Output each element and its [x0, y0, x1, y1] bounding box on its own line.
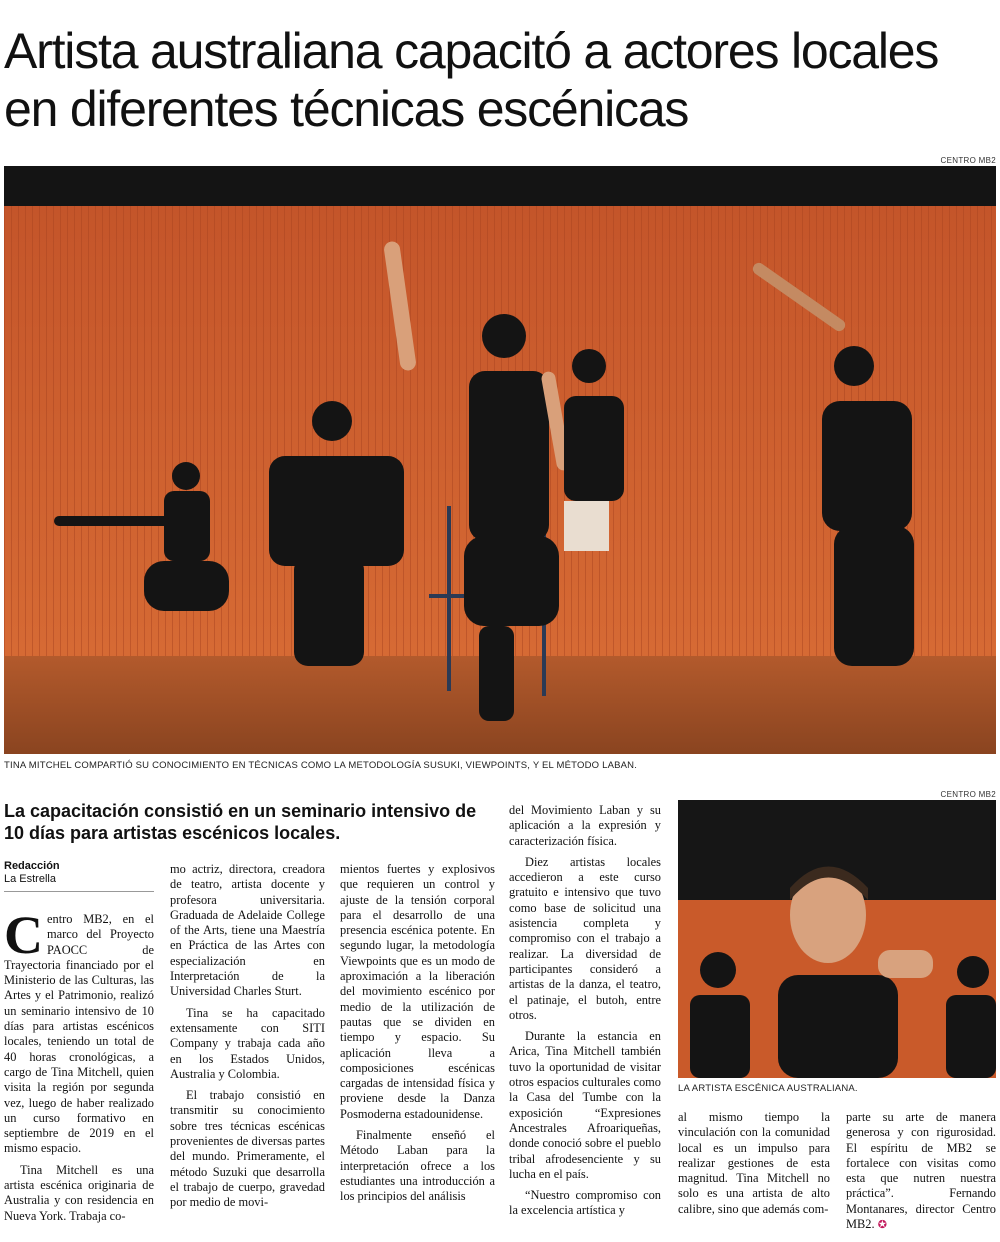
paragraph: al mismo tiempo la vinculación con la comunidad local es un impulso para realizar gestiones de esta magnitud. Tina Mitchell no solo es una artista de alto calibre, sino que además com- [678, 1110, 830, 1216]
dropcap: C [4, 905, 43, 965]
main-photo-caption: TINA MITCHEL COMPARTIÓ SU CONOCIMIENTO EN TÉCNICAS COMO LA METODOLOGÍA SUSUKI, VIEWPOINTS, Y EL MÉTODO LABAN. [4, 760, 638, 771]
paragraph: Durante la estancia en Arica, Tina Mitchell también tuvo la oportunidad de visitar otros espacios culturales como la Casa del Tumbe con la exposición “Expresiones Ancestrales Afroariqueñas, donde conoció sobre el pueblo tribal afrodesenciente y su lucha en el país. [509, 1029, 661, 1181]
paragraph: mientos fuertes y explosivos que requieren un control y ajuste de la tensión corporal para el desarrollo de una presencia escénica potente. En segundo lugar, la metodología Viewpoints que es un modo de aproximación a la liberación del movimiento escénico por medio de la utilización de pautas que se dividen en tiempo y espacio. Su aplicación lleva a composiciones escénicas cargadas de intensidad física y proviene desde la Danza Posmoderna estadounidense. [340, 862, 495, 1121]
paragraph-text: parte su arte de manera generosa y con rigurosidad. El espíritu de MB2 se fortalece con visitas como esta que nutren nuestra práctica”. Fernando Montanares, director Centro MB2. [846, 1110, 996, 1232]
side-photo [678, 800, 996, 1078]
byline-author: Redacción [4, 860, 60, 872]
paragraph [846, 1110, 996, 1233]
paragraph: Finalmente enseñó el Método Laban para la interpretación ofrece a los estudiantes una introducción a los principios del análisis [340, 1128, 495, 1204]
paragraph-text: entro MB2, en el marco del Proyecto PAOCC de Trayectoria financiado por el Ministerio de las Culturas, las Artes y el Patrimonio, realizó un seminario intensivo de 10 días para artistas escénicos locales, teniendo un total de 40 horas cronológicas, a cargo de Tina Mitchell, quien visita la región por segunda vez, luego de haber realizado un curso formativo en septiembre de 2019 en el mismo espacio. [4, 912, 154, 1156]
paragraph: El trabajo consistió en transmitir su conocimiento sobre tres técnicas escénicas provenientes de diversas partes del mundo. Primeramente, el método Suzuki que desarrolla el trabajo de cuerpo, gravedad por medio de movi- [170, 1088, 325, 1210]
article-column-3 [340, 862, 495, 1211]
side-photo-caption: LA ARTISTA ESCÉNICA AUSTRALIANA. [678, 1083, 858, 1094]
article-column-1 [4, 905, 154, 1230]
paragraph: Tina se ha capacitado extensamente con SITI Company y trabaja cada año en los Estados Unidos, Australia y Colombia. [170, 1005, 325, 1081]
side-photo-credit: CENTRO MB2 [940, 790, 996, 799]
article-column-4 [509, 803, 661, 1225]
article-deck: La capacitación consistió en un seminario intensivo de 10 días para artistas escénicos locales. [4, 801, 477, 843]
paragraph: del Movimiento Laban y su aplicación a la expresión y caracterización física. [509, 803, 661, 848]
paragraph: “Nuestro compromiso con la excelencia artística y [509, 1188, 661, 1218]
main-photo [4, 166, 996, 754]
paragraph: Tina Mitchell es una artista escénica originaria de Australia y con residencia en Nueva York. Trabaja co- [4, 1162, 154, 1223]
headline: Artista australiana capacitó a actores locales en diferentes técnicas escénicas [4, 23, 939, 137]
article-column-2 [170, 862, 325, 1217]
paragraph: mo actriz, directora, creadora de teatro, artista docente y profesora universitaria. Graduada de Adelaide College of the Arts, tiene una Maestría en Práctica de las Artes con especialización en Interpretación de la Universidad Charles Sturt. [170, 862, 325, 999]
byline [4, 860, 154, 892]
paragraph [4, 905, 154, 1157]
byline-outlet: La Estrella [4, 873, 56, 885]
paragraph: Diez artistas locales accedieron a este curso gratuito e intensivo que tuvo como base de solicitud una asistencia completa y compromiso con el trabajo a realizar. La diversidad de participantes consideró a artistas de la danza, el teatro, el patinaje, el butoh, entre otros. [509, 854, 661, 1022]
end-mark-icon: ✪ [877, 1219, 887, 1232]
main-photo-credit: CENTRO MB2 [940, 156, 996, 165]
article-column-5 [678, 1110, 830, 1223]
article-column-6 [846, 1110, 996, 1239]
